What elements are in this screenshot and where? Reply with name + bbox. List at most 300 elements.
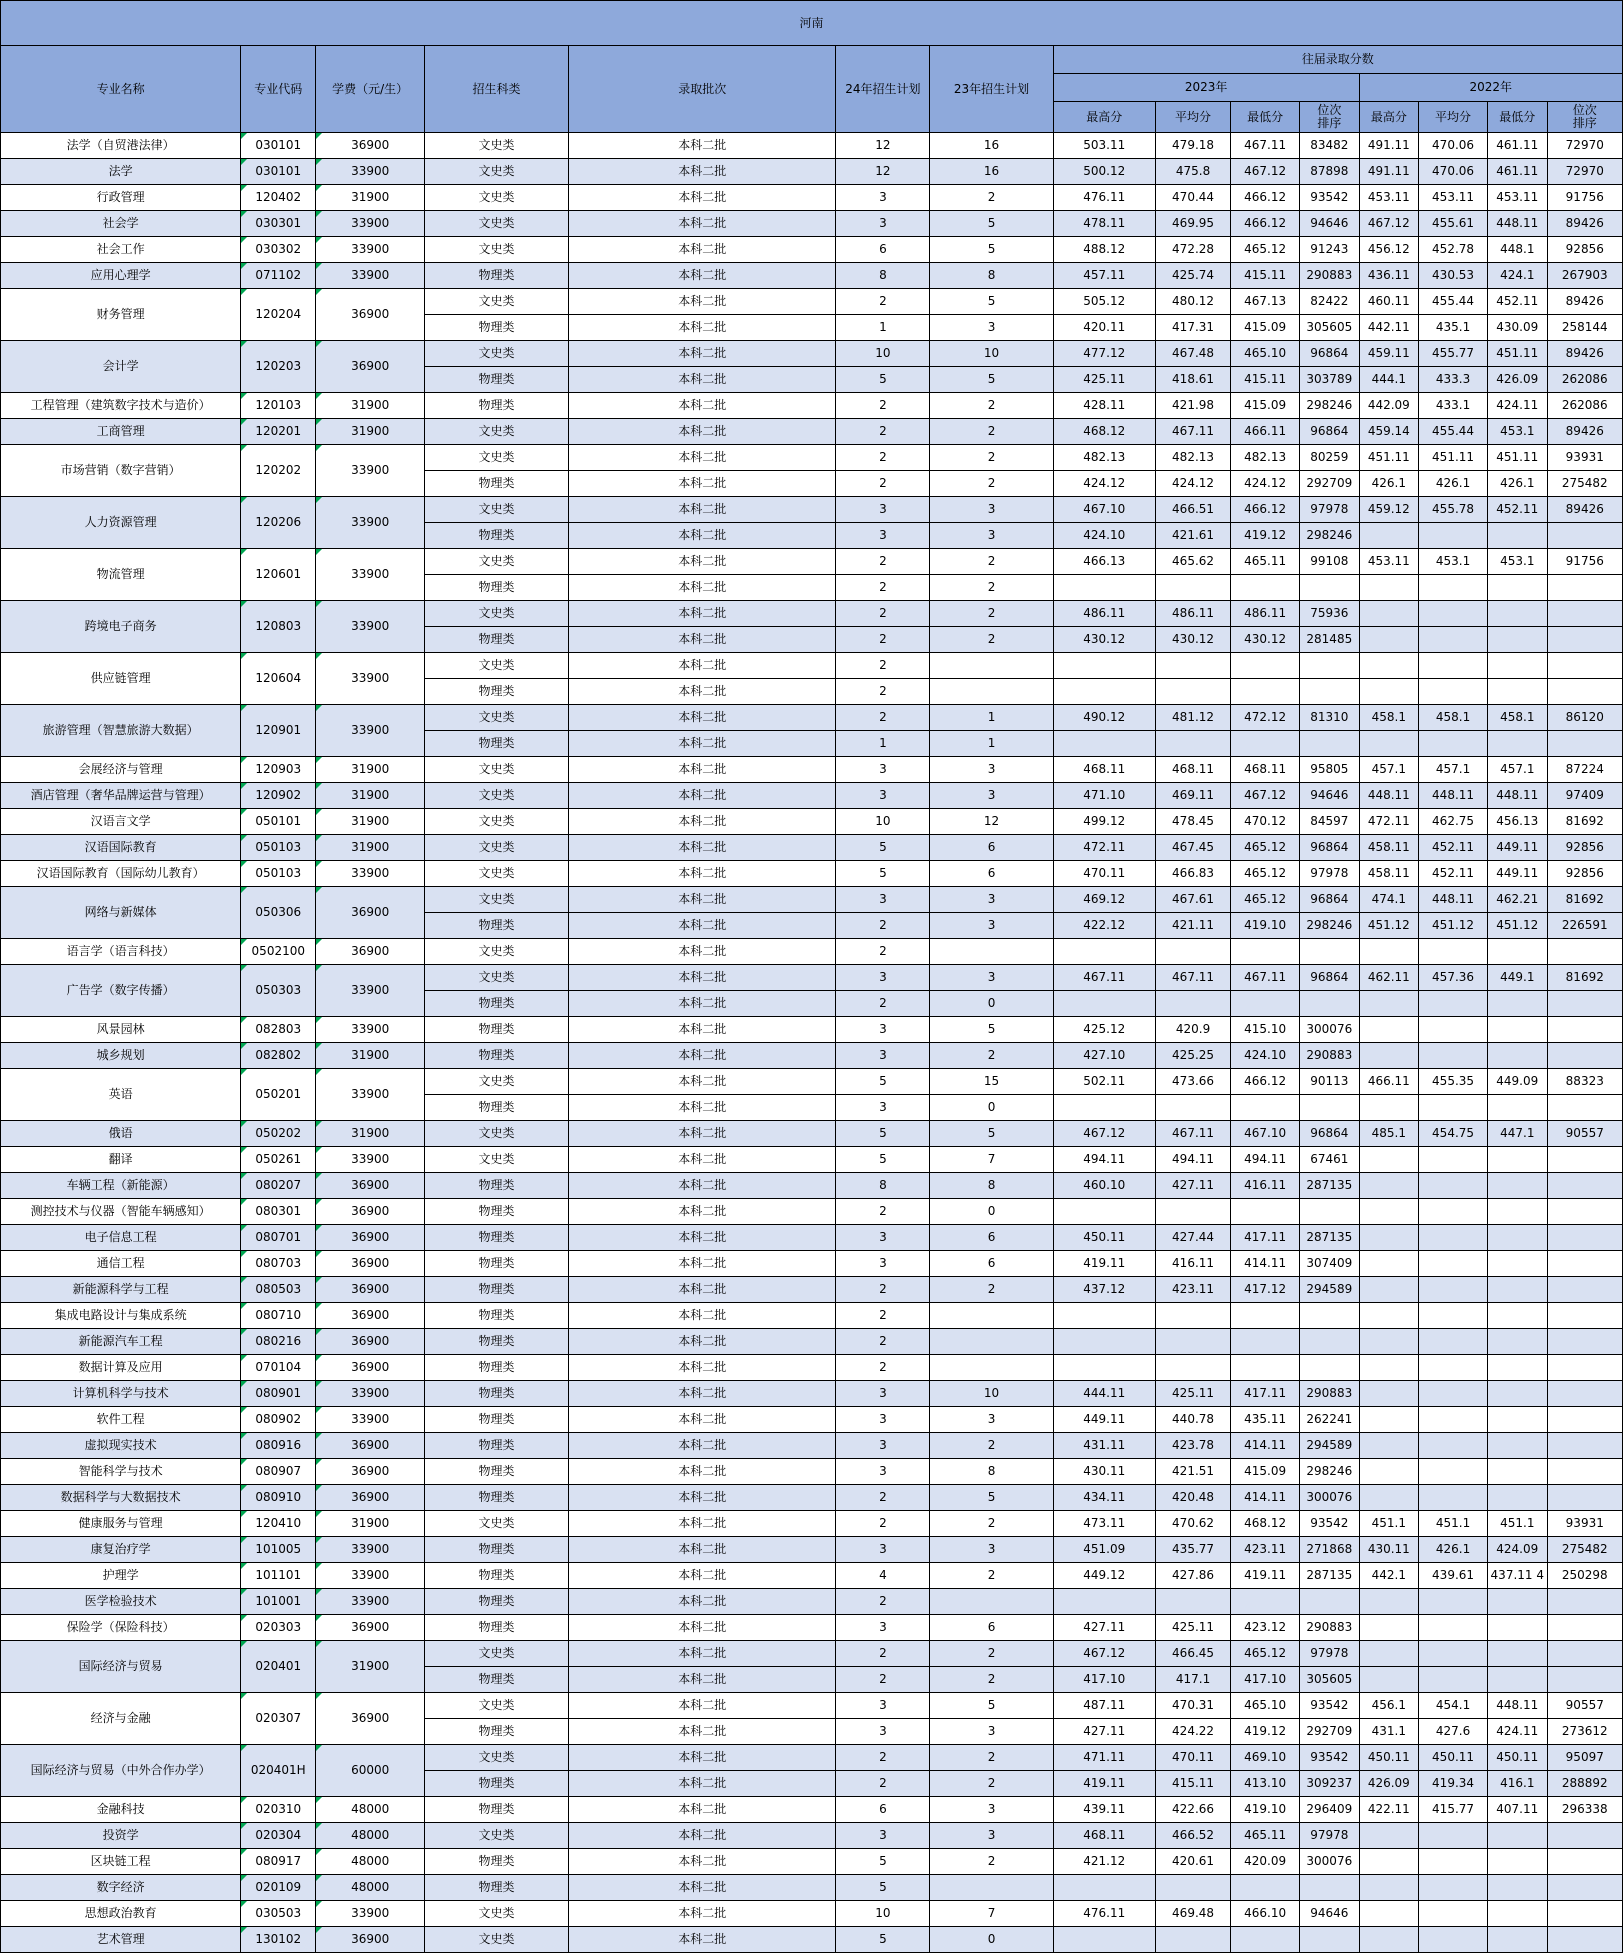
score-2023-max-cell: 444.11	[1053, 1381, 1155, 1407]
table-header	[1, 1, 1623, 133]
score-2022-min-cell: 458.1	[1488, 705, 1548, 731]
plan-2023-cell: 8	[930, 1173, 1053, 1199]
major-name-cell: 区块链工程	[1, 1849, 241, 1875]
rank-2022-cell: 88323	[1547, 1069, 1622, 1095]
table-row	[1, 861, 1623, 887]
major-code-cell: 020401H	[241, 1745, 316, 1797]
batch-cell: 本科二批	[569, 1641, 836, 1667]
score-2022-min-cell: 448.11	[1488, 211, 1548, 237]
tuition-fee-cell: 33900	[316, 237, 425, 263]
plan-2024-cell: 3	[836, 1225, 930, 1251]
major-name-cell: 金融科技	[1, 1797, 241, 1823]
score-2022-min-cell: 452.11	[1488, 289, 1548, 315]
score-2022-min-cell: 448.1	[1488, 237, 1548, 263]
batch-cell: 本科二批	[569, 393, 836, 419]
plan-2024-cell: 3	[836, 497, 930, 523]
batch-cell: 本科二批	[569, 575, 836, 601]
score-2023-min-cell	[1231, 1199, 1300, 1225]
plan-2023-cell: 3	[930, 523, 1053, 549]
rank-2023-cell: 96864	[1300, 419, 1360, 445]
rank-2022-cell	[1547, 1875, 1622, 1901]
score-2022-min-cell	[1488, 653, 1548, 679]
rank-2022-cell	[1547, 575, 1622, 601]
rank-2022-cell: 273612	[1547, 1719, 1622, 1745]
tuition-fee-cell: 36900	[316, 1355, 425, 1381]
major-name-cell: 电子信息工程	[1, 1225, 241, 1251]
plan-2023-cell: 5	[930, 237, 1053, 263]
rank-2023-cell: 90113	[1300, 1069, 1360, 1095]
tuition-fee-cell: 33900	[316, 1589, 425, 1615]
tuition-fee-cell: 33900	[316, 445, 425, 497]
batch-cell: 本科二批	[569, 315, 836, 341]
major-code-cell: 080710	[241, 1303, 316, 1329]
tuition-fee-cell: 31900	[316, 393, 425, 419]
major-name-cell: 应用心理学	[1, 263, 241, 289]
subject-cell: 物理类	[424, 1563, 568, 1589]
tuition-fee-cell: 31900	[316, 1511, 425, 1537]
major-name-cell: 会展经济与管理	[1, 757, 241, 783]
subject-cell: 物理类	[424, 1849, 568, 1875]
rank-2022-cell	[1547, 1849, 1622, 1875]
score-2022-avg-cell	[1419, 1667, 1488, 1693]
score-2022-min-cell	[1488, 1329, 1548, 1355]
batch-cell: 本科二批	[569, 1095, 836, 1121]
table-row	[1, 1693, 1623, 1719]
score-2022-min-cell	[1488, 1199, 1548, 1225]
score-2022-avg-cell	[1419, 1823, 1488, 1849]
score-2022-max-cell	[1359, 1407, 1419, 1433]
score-2023-min-cell	[1231, 653, 1300, 679]
score-2022-max-cell	[1359, 1485, 1419, 1511]
rank-2022-cell	[1547, 1485, 1622, 1511]
plan-2023-cell: 0	[930, 1927, 1053, 1953]
batch-cell: 本科二批	[569, 939, 836, 965]
subject-cell: 物理类	[424, 1303, 568, 1329]
tuition-fee-cell: 48000	[316, 1849, 425, 1875]
score-2022-avg-cell: 426.1	[1419, 1537, 1488, 1563]
score-2023-min-cell: 419.11	[1231, 1563, 1300, 1589]
table-row	[1, 835, 1623, 861]
score-2023-max-cell: 460.10	[1053, 1173, 1155, 1199]
subject-cell: 物理类	[424, 1433, 568, 1459]
plan-2024-cell: 3	[836, 1381, 930, 1407]
score-2023-avg-cell: 470.62	[1155, 1511, 1230, 1537]
subject-cell: 物理类	[424, 1537, 568, 1563]
rank-2023-cell: 294589	[1300, 1277, 1360, 1303]
score-2022-max-cell	[1359, 1225, 1419, 1251]
tuition-fee-cell: 33900	[316, 1017, 425, 1043]
table-row	[1, 939, 1623, 965]
score-2022-max-cell	[1359, 1927, 1419, 1953]
score-2022-max-cell: 491.11	[1359, 133, 1419, 159]
major-code-cell: 050103	[241, 861, 316, 887]
score-2022-max-cell	[1359, 1355, 1419, 1381]
plan-2024-cell: 3	[836, 783, 930, 809]
major-name-cell: 医学检验技术	[1, 1589, 241, 1615]
plan-2024-cell: 2	[836, 1485, 930, 1511]
tuition-fee-cell: 33900	[316, 1147, 425, 1173]
batch-cell: 本科二批	[569, 445, 836, 471]
major-name-cell: 智能科学与技术	[1, 1459, 241, 1485]
score-2022-avg-cell: 435.1	[1419, 315, 1488, 341]
major-code-cell: 050202	[241, 1121, 316, 1147]
score-2022-avg-cell	[1419, 1225, 1488, 1251]
subject-cell: 物理类	[424, 367, 568, 393]
subject-cell: 文史类	[424, 211, 568, 237]
tuition-fee-cell: 31900	[316, 809, 425, 835]
score-2022-min-cell	[1488, 1407, 1548, 1433]
tuition-fee-cell: 33900	[316, 601, 425, 653]
plan-2024-cell: 10	[836, 1901, 930, 1927]
major-code-cell: 020307	[241, 1693, 316, 1745]
rank-2023-cell	[1300, 1095, 1360, 1121]
score-2022-avg-cell: 415.77	[1419, 1797, 1488, 1823]
score-2022-min-cell: 451.1	[1488, 1511, 1548, 1537]
col-header-batch: 录取批次	[569, 46, 836, 133]
major-name-cell: 网络与新媒体	[1, 887, 241, 939]
subject-cell: 文史类	[424, 965, 568, 991]
rank-2023-cell: 87898	[1300, 159, 1360, 185]
major-name-cell: 行政管理	[1, 185, 241, 211]
batch-cell: 本科二批	[569, 1199, 836, 1225]
rank-2023-cell: 96864	[1300, 965, 1360, 991]
score-2023-min-cell: 423.11	[1231, 1537, 1300, 1563]
major-name-cell: 旅游管理（智慧旅游大数据）	[1, 705, 241, 757]
score-2022-max-cell	[1359, 1147, 1419, 1173]
score-2023-max-cell: 421.12	[1053, 1849, 1155, 1875]
major-name-cell: 新能源科学与工程	[1, 1277, 241, 1303]
rank-2023-cell: 290883	[1300, 1615, 1360, 1641]
tuition-fee-cell: 33900	[316, 705, 425, 757]
score-2023-min-cell: 468.12	[1231, 1511, 1300, 1537]
rank-2023-cell	[1300, 575, 1360, 601]
score-2023-max-cell: 419.11	[1053, 1251, 1155, 1277]
score-2023-min-cell: 470.12	[1231, 809, 1300, 835]
score-2023-min-cell: 415.11	[1231, 367, 1300, 393]
plan-2024-cell: 3	[836, 1433, 930, 1459]
score-2023-max-cell: 467.10	[1053, 497, 1155, 523]
score-2023-min-cell: 467.12	[1231, 159, 1300, 185]
plan-2023-cell: 2	[930, 1745, 1053, 1771]
plan-2024-cell: 1	[836, 731, 930, 757]
major-code-cell: 120203	[241, 341, 316, 393]
major-code-cell: 120803	[241, 601, 316, 653]
score-2023-avg-cell: 469.95	[1155, 211, 1230, 237]
rank-2022-cell: 81692	[1547, 965, 1622, 991]
score-2023-avg-cell: 430.12	[1155, 627, 1230, 653]
major-name-cell: 俄语	[1, 1121, 241, 1147]
score-2023-min-cell: 415.10	[1231, 1017, 1300, 1043]
col-header-fee: 学费（元/生）	[316, 46, 425, 133]
plan-2023-cell: 2	[930, 1043, 1053, 1069]
batch-cell: 本科二批	[569, 1069, 836, 1095]
score-2023-avg-cell: 420.61	[1155, 1849, 1230, 1875]
batch-cell: 本科二批	[569, 653, 836, 679]
subject-cell: 物理类	[424, 315, 568, 341]
score-2022-max-cell: 450.11	[1359, 1745, 1419, 1771]
plan-2024-cell: 2	[836, 991, 930, 1017]
score-2023-max-cell	[1053, 991, 1155, 1017]
score-2023-min-cell: 466.11	[1231, 419, 1300, 445]
score-2023-avg-cell: 466.52	[1155, 1823, 1230, 1849]
rank-2023-cell: 292709	[1300, 471, 1360, 497]
rank-2023-cell: 96864	[1300, 887, 1360, 913]
score-2022-max-cell: 442.09	[1359, 393, 1419, 419]
plan-2023-cell: 3	[930, 1719, 1053, 1745]
subject-cell: 物理类	[424, 1381, 568, 1407]
table-row	[1, 1329, 1623, 1355]
batch-cell: 本科二批	[569, 1875, 836, 1901]
score-2022-min-cell: 452.11	[1488, 497, 1548, 523]
table-row	[1, 1537, 1623, 1563]
score-2023-max-cell: 467.11	[1053, 965, 1155, 991]
score-2023-avg-cell	[1155, 1199, 1230, 1225]
score-2022-max-cell: 453.11	[1359, 185, 1419, 211]
major-code-cell: 120201	[241, 419, 316, 445]
plan-2023-cell: 2	[930, 393, 1053, 419]
score-2022-min-cell: 448.11	[1488, 1693, 1548, 1719]
batch-cell: 本科二批	[569, 1745, 836, 1771]
batch-cell: 本科二批	[569, 471, 836, 497]
subject-cell: 物理类	[424, 523, 568, 549]
rank-2023-cell: 262241	[1300, 1407, 1360, 1433]
rank-2022-cell	[1547, 1199, 1622, 1225]
table-row	[1, 1849, 1623, 1875]
major-code-cell: 020401	[241, 1641, 316, 1693]
score-2023-max-cell: 469.12	[1053, 887, 1155, 913]
major-code-cell: 120103	[241, 393, 316, 419]
batch-cell: 本科二批	[569, 1797, 836, 1823]
score-2023-min-cell	[1231, 1329, 1300, 1355]
score-2022-max-cell: 458.11	[1359, 835, 1419, 861]
batch-cell: 本科二批	[569, 809, 836, 835]
rank-2022-cell: 296338	[1547, 1797, 1622, 1823]
plan-2023-cell: 5	[930, 1017, 1053, 1043]
score-2023-avg-cell: 427.11	[1155, 1173, 1230, 1199]
tuition-fee-cell: 33900	[316, 497, 425, 549]
score-2023-max-cell: 450.11	[1053, 1225, 1155, 1251]
plan-2023-cell: 5	[930, 1485, 1053, 1511]
plan-2023-cell: 1	[930, 705, 1053, 731]
plan-2024-cell: 3	[836, 1407, 930, 1433]
score-2023-max-cell: 467.12	[1053, 1641, 1155, 1667]
score-2022-min-cell: 426.09	[1488, 367, 1548, 393]
batch-cell: 本科二批	[569, 497, 836, 523]
plan-2024-cell: 3	[836, 523, 930, 549]
batch-cell: 本科二批	[569, 1251, 836, 1277]
col-header-plan-2023: 23年招生计划	[930, 46, 1053, 133]
score-2023-avg-cell: 422.66	[1155, 1797, 1230, 1823]
score-2022-avg-cell	[1419, 1433, 1488, 1459]
rank-2022-cell: 93931	[1547, 445, 1622, 471]
score-2022-min-cell	[1488, 1485, 1548, 1511]
score-2023-avg-cell: 425.25	[1155, 1043, 1230, 1069]
score-2023-max-cell: 503.11	[1053, 133, 1155, 159]
rank-2022-cell	[1547, 1251, 1622, 1277]
score-2023-avg-cell	[1155, 1875, 1230, 1901]
rank-2022-cell	[1547, 1043, 1622, 1069]
score-2023-avg-cell	[1155, 939, 1230, 965]
score-2022-min-cell: 461.11	[1488, 133, 1548, 159]
score-2023-min-cell: 466.12	[1231, 211, 1300, 237]
major-name-cell: 计算机科学与技术	[1, 1381, 241, 1407]
major-code-cell: 082802	[241, 1043, 316, 1069]
tuition-fee-cell: 36900	[316, 1459, 425, 1485]
batch-cell: 本科二批	[569, 965, 836, 991]
batch-cell: 本科二批	[569, 1381, 836, 1407]
score-2023-min-cell: 472.12	[1231, 705, 1300, 731]
subject-cell: 物理类	[424, 1095, 568, 1121]
score-2022-min-cell	[1488, 1459, 1548, 1485]
batch-cell: 本科二批	[569, 341, 836, 367]
score-2022-max-cell	[1359, 1329, 1419, 1355]
tuition-fee-cell: 36900	[316, 1251, 425, 1277]
table-row	[1, 1823, 1623, 1849]
batch-cell: 本科二批	[569, 1615, 836, 1641]
major-code-cell: 030101	[241, 133, 316, 159]
score-2023-max-cell: 430.11	[1053, 1459, 1155, 1485]
rank-2022-cell	[1547, 1459, 1622, 1485]
score-2022-min-cell: 453.11	[1488, 185, 1548, 211]
score-2022-max-cell	[1359, 939, 1419, 965]
subject-cell: 物理类	[424, 913, 568, 939]
score-2023-max-cell: 457.11	[1053, 263, 1155, 289]
rank-2023-cell: 287135	[1300, 1563, 1360, 1589]
score-2022-min-cell: 461.11	[1488, 159, 1548, 185]
score-2023-min-cell: 469.10	[1231, 1745, 1300, 1771]
score-2023-min-cell: 419.10	[1231, 913, 1300, 939]
score-2022-max-cell	[1359, 601, 1419, 627]
batch-cell: 本科二批	[569, 1433, 836, 1459]
score-2023-min-cell	[1231, 1589, 1300, 1615]
major-code-cell: 020109	[241, 1875, 316, 1901]
subject-cell: 文史类	[424, 1745, 568, 1771]
plan-2023-cell: 2	[930, 627, 1053, 653]
rank-2022-cell: 258144	[1547, 315, 1622, 341]
subject-cell: 文史类	[424, 1901, 568, 1927]
batch-cell: 本科二批	[569, 211, 836, 237]
score-2023-avg-cell: 466.45	[1155, 1641, 1230, 1667]
plan-2024-cell: 10	[836, 341, 930, 367]
score-2022-max-cell: 485.1	[1359, 1121, 1419, 1147]
plan-2024-cell: 12	[836, 159, 930, 185]
score-2022-avg-cell	[1419, 1589, 1488, 1615]
score-2023-min-cell	[1231, 1927, 1300, 1953]
score-2023-max-cell: 420.11	[1053, 315, 1155, 341]
plan-2023-cell	[930, 1329, 1053, 1355]
major-name-cell: 健康服务与管理	[1, 1511, 241, 1537]
tuition-fee-cell: 33900	[316, 1381, 425, 1407]
score-2022-max-cell	[1359, 575, 1419, 601]
major-code-cell: 020304	[241, 1823, 316, 1849]
major-name-cell: 经济与金融	[1, 1693, 241, 1745]
subject-cell: 文史类	[424, 1641, 568, 1667]
major-code-cell: 120902	[241, 783, 316, 809]
score-2022-avg-cell: 452.11	[1419, 861, 1488, 887]
score-2023-avg-cell: 417.31	[1155, 315, 1230, 341]
table-row	[1, 1251, 1623, 1277]
score-2023-min-cell: 465.10	[1231, 341, 1300, 367]
tuition-fee-cell: 48000	[316, 1797, 425, 1823]
score-2023-avg-cell: 468.11	[1155, 757, 1230, 783]
score-2023-avg-cell: 425.74	[1155, 263, 1230, 289]
score-2022-min-cell	[1488, 1147, 1548, 1173]
score-2023-max-cell: 466.13	[1053, 549, 1155, 575]
score-2023-max-cell: 439.11	[1053, 1797, 1155, 1823]
subject-cell: 文史类	[424, 289, 568, 315]
score-2023-avg-cell: 435.77	[1155, 1537, 1230, 1563]
score-2023-max-cell: 468.12	[1053, 419, 1155, 445]
score-2022-min-cell: 424.11	[1488, 1719, 1548, 1745]
score-2022-max-cell	[1359, 679, 1419, 705]
score-2023-max-cell	[1053, 679, 1155, 705]
rank-2022-cell: 86120	[1547, 705, 1622, 731]
score-2022-max-cell: 458.1	[1359, 705, 1419, 731]
rank-2023-cell: 298246	[1300, 1459, 1360, 1485]
score-2023-max-cell: 486.11	[1053, 601, 1155, 627]
score-2023-max-cell: 424.10	[1053, 523, 1155, 549]
plan-2024-cell: 2	[836, 1303, 930, 1329]
subject-cell: 文史类	[424, 549, 568, 575]
score-2022-max-cell: 460.11	[1359, 289, 1419, 315]
major-code-cell: 101005	[241, 1537, 316, 1563]
score-2022-avg-cell	[1419, 1043, 1488, 1069]
rank-2023-cell: 97978	[1300, 1823, 1360, 1849]
major-code-cell: 0502100	[241, 939, 316, 965]
score-2022-max-cell: 453.11	[1359, 549, 1419, 575]
score-2023-min-cell: 415.09	[1231, 393, 1300, 419]
plan-2024-cell: 2	[836, 939, 930, 965]
score-2023-avg-cell: 415.11	[1155, 1771, 1230, 1797]
major-name-cell: 集成电路设计与集成系统	[1, 1303, 241, 1329]
score-2023-max-cell: 472.11	[1053, 835, 1155, 861]
score-2022-max-cell	[1359, 1901, 1419, 1927]
rank-2023-cell: 93542	[1300, 1511, 1360, 1537]
rank-2023-cell: 97978	[1300, 1641, 1360, 1667]
score-2022-avg-cell: 452.78	[1419, 237, 1488, 263]
score-2022-avg-cell: 455.44	[1419, 289, 1488, 315]
rank-2022-cell: 89426	[1547, 341, 1622, 367]
plan-2023-cell	[930, 653, 1053, 679]
subject-cell: 文史类	[424, 861, 568, 887]
score-2023-max-cell	[1053, 1355, 1155, 1381]
major-code-cell: 070104	[241, 1355, 316, 1381]
rank-2022-cell: 92856	[1547, 861, 1622, 887]
rank-2023-cell: 300076	[1300, 1485, 1360, 1511]
rank-2022-cell: 72970	[1547, 133, 1622, 159]
major-name-cell: 风景园林	[1, 1017, 241, 1043]
score-2023-avg-cell	[1155, 1095, 1230, 1121]
rank-2023-cell: 303789	[1300, 367, 1360, 393]
table-row	[1, 1875, 1623, 1901]
tuition-fee-cell: 48000	[316, 1823, 425, 1849]
score-2023-min-cell: 466.12	[1231, 497, 1300, 523]
score-2022-avg-cell	[1419, 1381, 1488, 1407]
major-name-cell: 工商管理	[1, 419, 241, 445]
plan-2024-cell: 5	[836, 367, 930, 393]
subject-cell: 物理类	[424, 1251, 568, 1277]
score-2023-min-cell: 465.12	[1231, 861, 1300, 887]
score-2023-min-cell	[1231, 679, 1300, 705]
score-2022-avg-cell	[1419, 1459, 1488, 1485]
table-row	[1, 1433, 1623, 1459]
batch-cell: 本科二批	[569, 1121, 836, 1147]
plan-2024-cell: 6	[836, 237, 930, 263]
major-name-cell: 新能源汽车工程	[1, 1329, 241, 1355]
score-2022-max-cell: 451.11	[1359, 445, 1419, 471]
tuition-fee-cell: 60000	[316, 1745, 425, 1797]
score-2023-avg-cell: 473.66	[1155, 1069, 1230, 1095]
